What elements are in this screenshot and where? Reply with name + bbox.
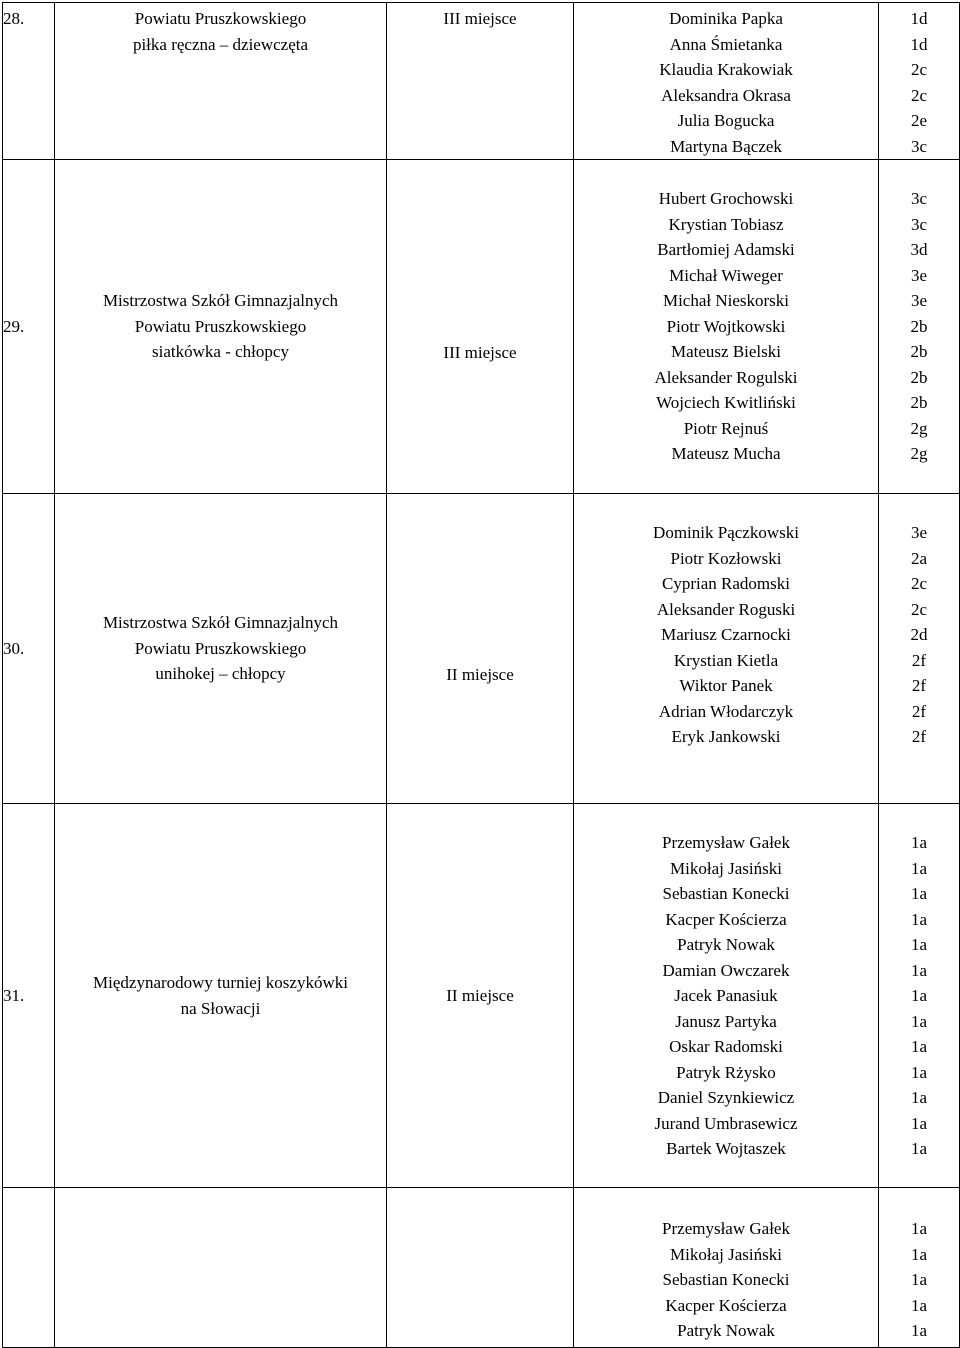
student-name: Piotr Wojtkowski [666,316,786,336]
class-cell [879,1188,960,1348]
student-name: Bartłomiej Adamski [657,240,795,259]
student-class: 1a [910,960,928,980]
student-name: Cyprian Radomski [662,574,790,593]
student-class: 1a [910,1088,928,1107]
student-class: 2b [910,342,928,361]
table-row [3,160,960,494]
event-cell [55,804,387,1188]
student-name: Aleksander Roguski [656,599,796,619]
student-name: Sebastian Konecki [662,1270,790,1289]
student-class: 1a [910,1270,928,1289]
student-name: Mateusz Bielski [670,342,781,361]
student-class: 1a [910,833,928,852]
place-cell: III miejsce [387,160,574,494]
student-class: 3c [910,189,928,208]
student-name: Michał Nieskorski [662,291,790,310]
row-number [3,1188,55,1348]
student-class: 2b [910,316,928,336]
student-class: 2b [910,393,928,412]
student-class: 3d [910,240,928,259]
student-class: 1a [910,1037,928,1056]
place-cell: II miejsce [387,494,574,804]
student-name: Martyna Bączek [670,136,782,156]
student-class: 2c [910,599,928,619]
student-class: 2d [910,625,928,644]
event-line: na Słowacji [180,998,261,1018]
student-class: 2b [910,367,928,387]
student-name: Damian Owczarek [662,960,790,980]
student-name: Dominika Papka [669,9,783,28]
student-name: Mateusz Mucha [671,444,781,463]
student-name: Przemysław Gałek [662,833,790,852]
event-cell [55,1188,387,1348]
place-cell: II miejsce [387,804,574,1188]
student-name: Jacek Panasiuk [674,986,778,1005]
student-name: Dominik Pączkowski [653,523,799,542]
student-class: 1a [910,1295,928,1315]
student-class: 1d [910,9,928,28]
student-class: 2e [910,111,928,130]
event-line: Międzynarodowy turniej koszykówki [93,973,348,992]
student-name: Aleksandra Okrasa [661,85,791,105]
event-line: Mistrzostwa Szkół Gimnazjalnych [102,291,339,311]
student-name: Michał Wiweger [669,265,783,285]
event-line: siatkówka - chłopcy [152,342,289,362]
student-name: Julia Bogucka [677,111,775,130]
event-line: unihokej – chłopcy [155,664,286,684]
student-name: Wiktor Panek [679,676,773,695]
student-name: Bartek Wojtaszek [666,1139,786,1158]
student-class: 2f [911,727,927,746]
table-row [3,804,960,1188]
class-cell [879,494,960,804]
student-class: 2c [910,574,928,593]
student-name: Piotr Kozłowski [670,548,782,568]
student-name: Przemysław Gałek [662,1219,790,1238]
student-name: Adrian Włodarczyk [658,701,794,721]
student-class: 1a [910,1062,928,1082]
student-name: Piotr Rejnuś [683,418,769,438]
student-class: 3e [910,291,928,310]
table-row [3,3,960,160]
student-class: 3e [910,523,928,542]
student-class: 1a [910,1139,928,1158]
results-table [2,2,960,1348]
student-class: 2c [910,85,928,105]
student-class: 1a [910,1113,928,1133]
student-name: Jurand Umbrasewicz [654,1113,798,1133]
place-cell: III miejsce [387,3,574,160]
class-cell [879,3,960,160]
student-name: Patryk Nowak [677,1321,775,1340]
student-name: Janusz Partyka [675,1011,777,1031]
student-class: 3e [910,265,928,285]
student-name: Daniel Szynkiewicz [657,1088,795,1107]
student-class: 1a [910,1244,928,1264]
student-name: Patryk Nowak [677,935,775,954]
student-class: 3c [910,136,928,156]
student-class: 2c [910,60,928,79]
student-name: Oskar Radomski [669,1037,783,1056]
student-name: Hubert Grochowski [658,189,794,208]
event-line: piłka ręczna – dziewczęta [132,34,309,54]
student-class: 1a [910,935,928,954]
student-class: 2g [910,418,928,438]
student-name: Kacper Kościerza [665,909,787,929]
class-cell [879,804,960,1188]
student-name: Krystian Tobiasz [668,214,784,234]
event-cell [55,160,387,494]
names-cell [574,804,879,1188]
student-name: Anna Śmietanka [669,34,783,54]
student-name: Mariusz Czarnocki [661,625,791,644]
student-name: Wojciech Kwitliński [656,393,796,412]
row-number: 31. [3,804,55,1188]
row-number: 29. [3,160,55,494]
student-class: 1a [910,1321,928,1340]
student-name: Mikołaj Jasiński [670,1244,782,1264]
student-class: 1a [910,1219,928,1238]
student-name: Aleksander Rogulski [654,367,798,387]
names-cell [574,1188,879,1348]
names-cell [574,494,879,804]
student-name: Patryk Rżysko [676,1062,776,1082]
table-row [3,1188,960,1348]
class-cell [879,160,960,494]
names-cell [574,3,879,160]
student-class: 1a [910,884,928,903]
student-class: 1a [910,909,928,929]
student-class: 1d [910,34,928,54]
row-number: 30. [3,494,55,804]
student-class: 2g [910,444,928,463]
event-line: Powiatu Pruszkowskiego [134,316,307,336]
names-cell [574,160,879,494]
event-line: Powiatu Pruszkowskiego [134,638,307,658]
event-cell [55,3,387,160]
student-class: 1a [910,1011,928,1031]
event-line: Powiatu Pruszkowskiego [134,9,307,28]
results-table-body [3,3,960,1348]
student-name: Sebastian Konecki [662,884,790,903]
student-name: Mikołaj Jasiński [670,858,782,878]
place-cell [387,1188,574,1348]
student-class: 2f [911,650,927,670]
event-cell [55,494,387,804]
student-class: 2f [911,701,927,721]
event-line: Mistrzostwa Szkół Gimnazjalnych [102,613,339,633]
student-class: 1a [910,986,928,1005]
student-class: 3c [910,214,928,234]
student-class: 1a [910,858,928,878]
student-class: 2f [911,676,927,695]
table-row [3,494,960,804]
student-class: 2a [910,548,928,568]
student-name: Klaudia Krakowiak [659,60,793,79]
row-number: 28. [3,3,55,160]
student-name: Kacper Kościerza [665,1295,787,1315]
student-name: Krystian Kietla [673,650,779,670]
student-name: Eryk Jankowski [671,727,781,746]
